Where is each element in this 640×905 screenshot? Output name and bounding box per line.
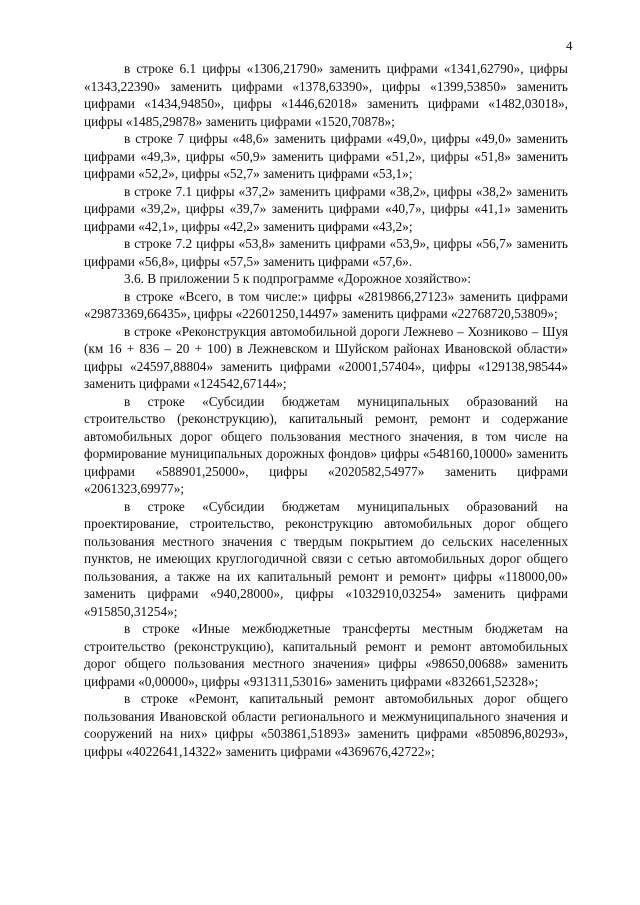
paragraph-repair: в строке «Ремонт, капитальный ремонт автомобильных дорог общего пользования Ивановской области регионального и межмуниципального значения и сооружений на них» цифры «503861,51893» заменить цифрами «850896,80293», цифры «4022641,14322» заменить цифрами «4369676,42722»; bbox=[84, 691, 568, 759]
paragraph-row-6-1: в строке 6.1 цифры «1306,21790» заменить цифрами «1341,62790», цифры «1343,22390» заменить цифрами «1378,63390», цифры «1399,53850» заменить цифрами «1434,94850», цифры «1446,62018» заменить цифрами «1482,03018», цифры «1485,29878» заменить цифрами «1520,70878»; bbox=[84, 61, 568, 129]
paragraph-total: в строке «Всего, в том числе:» цифры «2819866,27123» заменить цифрами «29873369,66435», цифры «22601250,14497» заменить цифрами «22768720,53809»; bbox=[84, 288, 568, 321]
paragraph-row-7-1: в строке 7.1 цифры «37,2» заменить цифрами «38,2», цифры «38,2» заменить цифрами «39,2», цифры «39,7» заменить цифрами «40,7», цифры «41,1» заменить цифрами «42,1», цифры «42,2» заменить цифрами «43,2»; bbox=[84, 183, 568, 234]
paragraph-subsidies-construction: в строке «Субсидии бюджетам муниципальных образований на строительство (реконструкцию), капитальный ремонт, ремонт и содержание автомобильных дорог общего пользования местного значения, в том числе на формирование муниципальных дорожных фондов» цифры «548160,10000» заменить цифрами «588901,25000», цифры «2020582,54977» заменить цифрами «2061323,69977»; bbox=[84, 393, 568, 496]
paragraph-row-7-2: в строке 7.2 цифры «53,8» заменить цифрами «53,9», цифры «56,7» заменить цифрами «56,8», цифры «57,5» заменить цифрами «57,6». bbox=[84, 236, 568, 269]
paragraph-row-7: в строке 7 цифры «48,6» заменить цифрами «49,0», цифры «49,0» заменить цифрами «49,3», цифры «50,9» заменить цифрами «51,2», цифры «51,8» заменить цифрами «52,2», цифры «52,7» заменить цифрами «53,1»; bbox=[84, 131, 568, 181]
document-body bbox=[84, 60, 568, 760]
page-number: 4 bbox=[566, 38, 573, 53]
section-heading-3-6: 3.6. В приложении 5 к подпрограмме «Дорожное хозяйство»: bbox=[124, 271, 472, 286]
paragraph-interbudget-transfers: в строке «Иные межбюджетные трансферты местным бюджетам на строительство (реконструкцию), капитальный ремонт и ремонт автомобильных дорог общего пользования местного значения» цифры «98650,00688» заменить цифрами «0,00000», цифры «931311,53016» заменить цифрами «832661,52328»; bbox=[84, 621, 568, 689]
paragraph-subsidies-design: в строке «Субсидии бюджетам муниципальных образований на проектирование, строительство, реконструкцию автомобильных дорог общего пользования местного значения с твердым покрытием до сельских населенных пунктов, не имеющих круглогодичной связи с сетью автомобильных дорог общего пользования, а также на их капитальный ремонт и ремонт» цифры «118000,00» заменить цифрами «940,28000», цифры «1032910,03254» заменить цифрами «915850,31254»; bbox=[84, 498, 568, 619]
paragraph-reconstruction: в строке «Реконструкция автомобильной дороги Лежнево – Хозниково – Шуя (км 16 + 836 – 20 + 100) в Лежневском и Шуйском районах Ивановской области» цифры «24597,88804» заменить цифрами «20001,57404», цифры «129138,98544» заменить цифрами «124542,67144»; bbox=[84, 323, 568, 391]
